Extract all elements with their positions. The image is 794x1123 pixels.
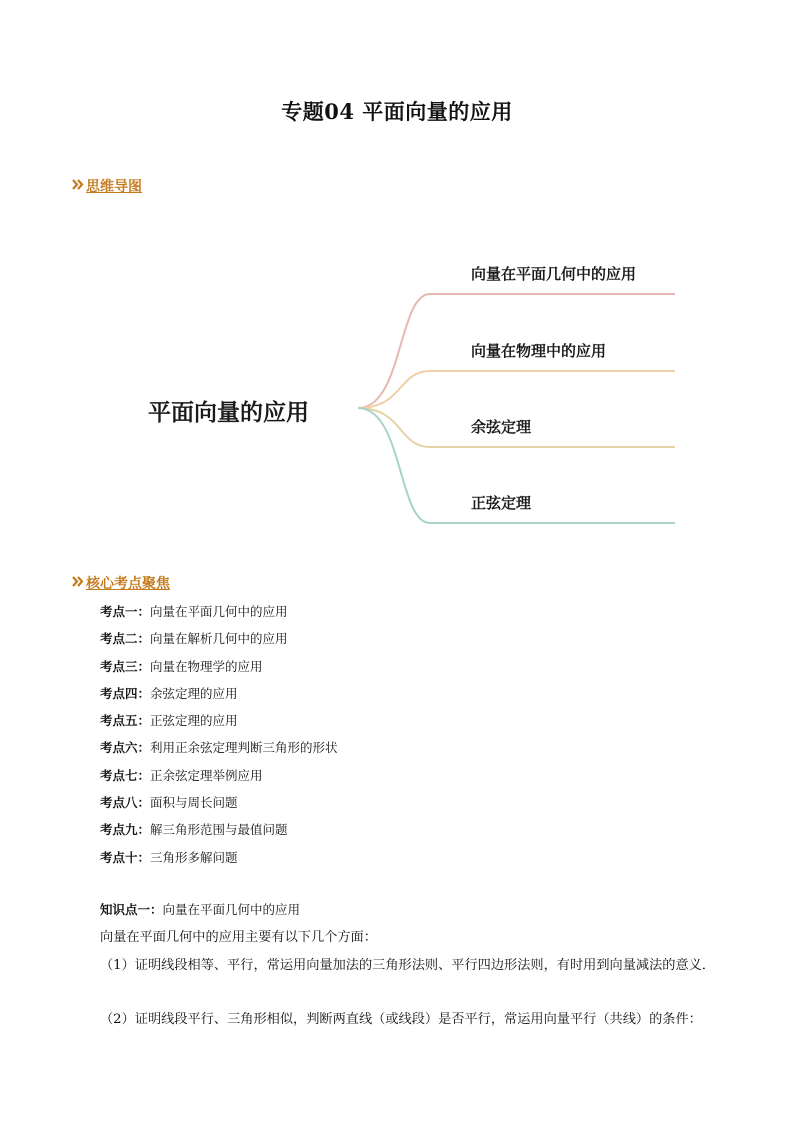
- key-point-item: 考点七：正余弦定理举例应用: [100, 767, 263, 783]
- knowledge-item-1: （1）证明线段相等、平行，常运用向量加法的三角形法则、平行四边形法则，有时用到向量减法的意义．: [100, 958, 716, 973]
- key-point-item: 考点五：正弦定理的应用: [100, 713, 238, 729]
- double-chevron-right-icon: [72, 576, 84, 590]
- mindmap-branch-label: 正弦定理: [471, 494, 532, 512]
- key-point-item: 考点六：利用正余弦定理判断三角形的形状: [100, 740, 338, 756]
- knowledge-item-2: （2）证明线段平行、三角形相似，判断两直线（或线段）是否平行，常运用向量平行（共线）的条件：: [100, 1012, 702, 1027]
- mind-map: [0, 0, 794, 560]
- key-point-item: 考点九：解三角形范围与最值问题: [100, 822, 288, 838]
- key-points-list: [100, 602, 338, 875]
- mindmap-branch-labels: [471, 265, 636, 512]
- core-section-heading: [72, 573, 170, 593]
- mindmap-branch-line: [358, 371, 675, 408]
- mindmap-branch-label: 向量在平面几何中的应用: [471, 265, 637, 283]
- mindmap-heading-text: 思维导图: [86, 179, 142, 195]
- mindmap-branch-label: 余弦定理: [471, 418, 532, 436]
- key-point-item: 考点八：面积与周长问题: [100, 795, 238, 811]
- mindmap-branch-lines: [358, 294, 675, 523]
- key-point-item: 考点三：向量在物理学的应用: [100, 658, 263, 674]
- core-heading-text: 核心考点聚焦: [86, 576, 170, 592]
- mindmap-branch-label: 向量在物理中的应用: [471, 342, 607, 360]
- document-title: 专题04 平面向量的应用: [281, 99, 513, 124]
- key-point-item: 考点十：三角形多解问题: [100, 849, 238, 865]
- key-point-item: 考点四：余弦定理的应用: [100, 685, 238, 701]
- key-point-item: 考点二：向量在解析几何中的应用: [100, 631, 288, 647]
- mindmap-root: 平面向量的应用: [148, 400, 309, 426]
- knowledge-intro: 向量在平面几何中的应用主要有以下几个方面：: [100, 930, 377, 945]
- key-point-item: 考点一：向量在平面几何中的应用: [100, 604, 288, 619]
- knowledge-point-title: 知识点一：向量在平面几何中的应用: [100, 902, 301, 917]
